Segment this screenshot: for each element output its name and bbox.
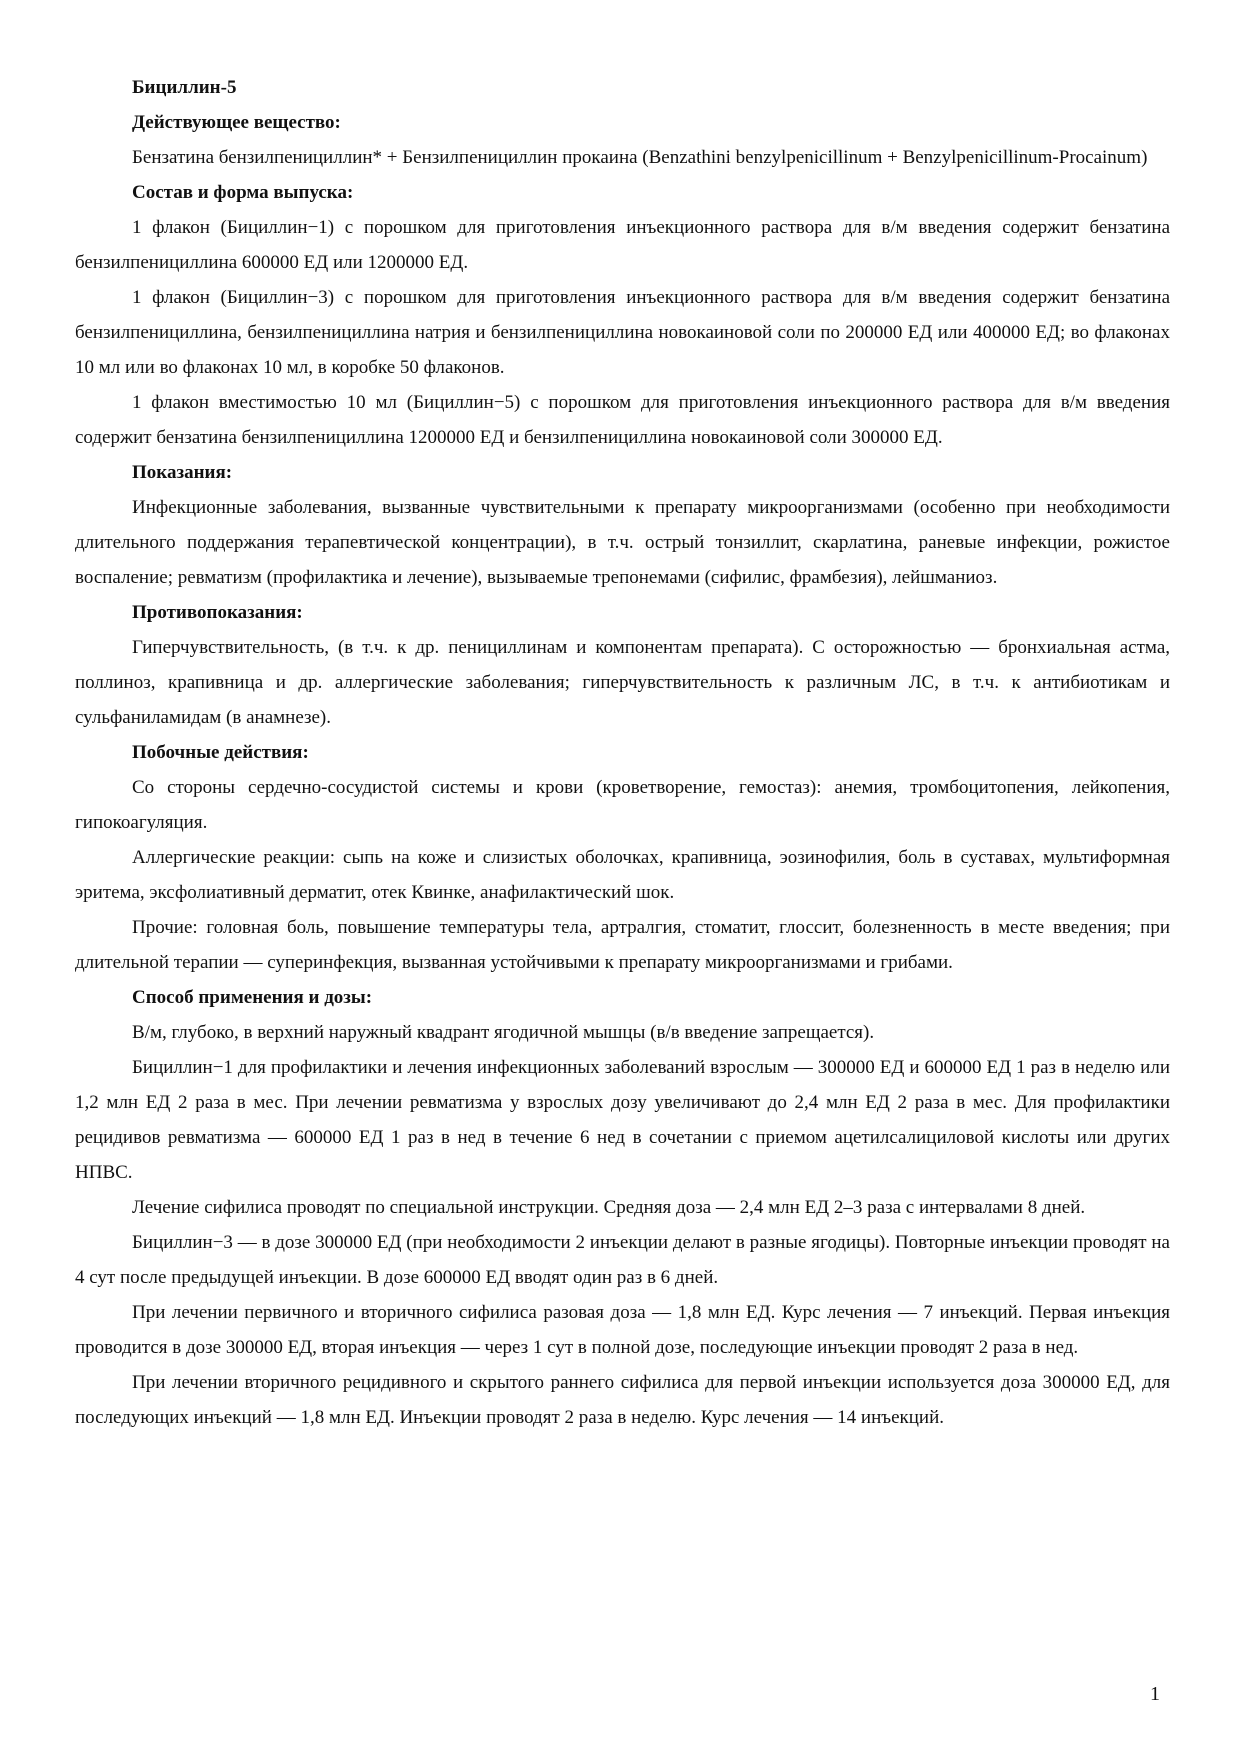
document-title: Бициллин-5 (132, 77, 237, 98)
heading-active-substance: Действующее вещество: (132, 112, 341, 133)
heading-dosage: Способ применения и дозы: (132, 987, 373, 1008)
paragraph-dosage-bicillin-1: Бициллин−1 для профилактики и лечения инфекционных заболеваний взрослым — 300000 ЕД и 600000 ЕД 1 раз в неделю или 1,2 млн ЕД 2 раза в мес. При лечении ревматизма у взрослых дозу увеличивают до 2,4 млн ЕД 2 раза в мес. Для профилактики рецидивов ревматизма — 600000 ЕД 1 раз в нед в течение 6 нед в сочетании с приемом ацетилсалициловой кислоты или других НПВС. (75, 1057, 1170, 1183)
paragraph-side-effects-blood: Со стороны сердечно-сосудистой системы и крови (кроветворение, гемостаз): анемия, тромбоцитопения, лейкопения, гипокоагуляция. (75, 777, 1170, 833)
page-number: 1 (1150, 1683, 1160, 1705)
paragraph-dosage-syphilis: Лечение сифилиса проводят по специальной инструкции. Средняя доза — 2,4 млн ЕД 2–3 раза с интервалами 8 дней. (132, 1197, 1086, 1218)
paragraph-dosage-route: В/м, глубоко, в верхний наружный квадрант ягодичной мышцы (в/в введение запрещается). (132, 1022, 875, 1043)
heading-composition: Состав и форма выпуска: (132, 182, 354, 203)
heading-side-effects: Побочные действия: (132, 742, 309, 763)
paragraph-contraindications: Гиперчувствительность, (в т.ч. к др. пенициллинам и компонентам препарата). С осторожностью — бронхиальная астма, поллиноз, крапивница и др. аллергические заболевания; гиперчувствительность к различным ЛС, в т.ч. к антибиотикам и сульфаниламидам (в анамнезе). (75, 637, 1170, 728)
paragraph-side-effects-other: Прочие: головная боль, повышение температуры тела, артралгия, стоматит, глоссит, болезненность в месте введения; при длительной терапии — суперинфекция, вызванная устойчивыми к препарату микроорганизмами и грибами. (75, 917, 1170, 973)
paragraph-bicillin-1: 1 флакон (Бициллин−1) с порошком для приготовления инъекционного раствора для в/м введения содержит бензатина бензилпенициллина 600000 ЕД или 1200000 ЕД. (75, 217, 1170, 273)
paragraph-bicillin-3: 1 флакон (Бициллин−3) с порошком для приготовления инъекционного раствора для в/м введения содержит бензатина бензилпенициллина, бензилпенициллина натрия и бензилпенициллина новокаиновой соли по 200000 ЕД или 400000 ЕД; во флаконах 10 мл или во флаконах 10 мл, в коробке 50 флаконов. (75, 287, 1170, 378)
paragraph-bicillin-5: 1 флакон вместимостью 10 мл (Бициллин−5) с порошком для приготовления инъекционного раствора для в/м введения содержит бензатина бензилпенициллина 1200000 ЕД и бензилпенициллина новокаиновой соли 300000 ЕД. (75, 392, 1170, 448)
document-page (75, 70, 1170, 1435)
paragraph-side-effects-allergic: Аллергические реакции: сыпь на коже и слизистых оболочках, крапивница, эозинофилия, боль в суставах, мультиформная эритема, эксфолиативный дерматит, отек Квинке, анафилактический шок. (75, 847, 1170, 903)
paragraph-dosage-bicillin-3: Бициллин−3 — в дозе 300000 ЕД (при необходимости 2 инъекции делают в разные ягодицы). Повторные инъекции проводят на 4 сут после предыдущей инъекции. В дозе 600000 ЕД вводят один раз в 6 дней. (75, 1232, 1170, 1288)
paragraph-indications: Инфекционные заболевания, вызванные чувствительными к препарату микроорганизмами (особенно при необходимости длительного поддержания терапевтической концентрации), в т.ч. острый тонзиллит, скарлатина, раневые инфекции, рожистое воспаление; ревматизм (профилактика и лечение), вызываемые трепонемами (сифилис, фрамбезия), лейшманиоз. (75, 497, 1170, 588)
heading-indications: Показания: (132, 462, 233, 483)
heading-contraindications: Противопоказания: (132, 602, 303, 623)
paragraph-dosage-secondary-syphilis: При лечении вторичного рецидивного и скрытого раннего сифилиса для первой инъекции используется доза 300000 ЕД, для последующих инъекций — 1,8 млн ЕД. Инъекции проводят 2 раза в неделю. Курс лечения — 14 инъекций. (75, 1372, 1170, 1428)
paragraph-dosage-primary-syphilis: При лечении первичного и вторичного сифилиса разовая доза — 1,8 млн ЕД. Курс лечения — 7 инъекций. Первая инъекция проводится в дозе 300000 ЕД, вторая инъекция — через 1 сут в полной дозе, последующие инъекции проводят 2 раза в нед. (75, 1302, 1170, 1358)
paragraph-active-substance: Бензатина бензилпенициллин* + Бензилпенициллин прокаина (Benzathini benzylpenicillinum + Benzylpenicillinum-Procainum) (132, 147, 1148, 168)
